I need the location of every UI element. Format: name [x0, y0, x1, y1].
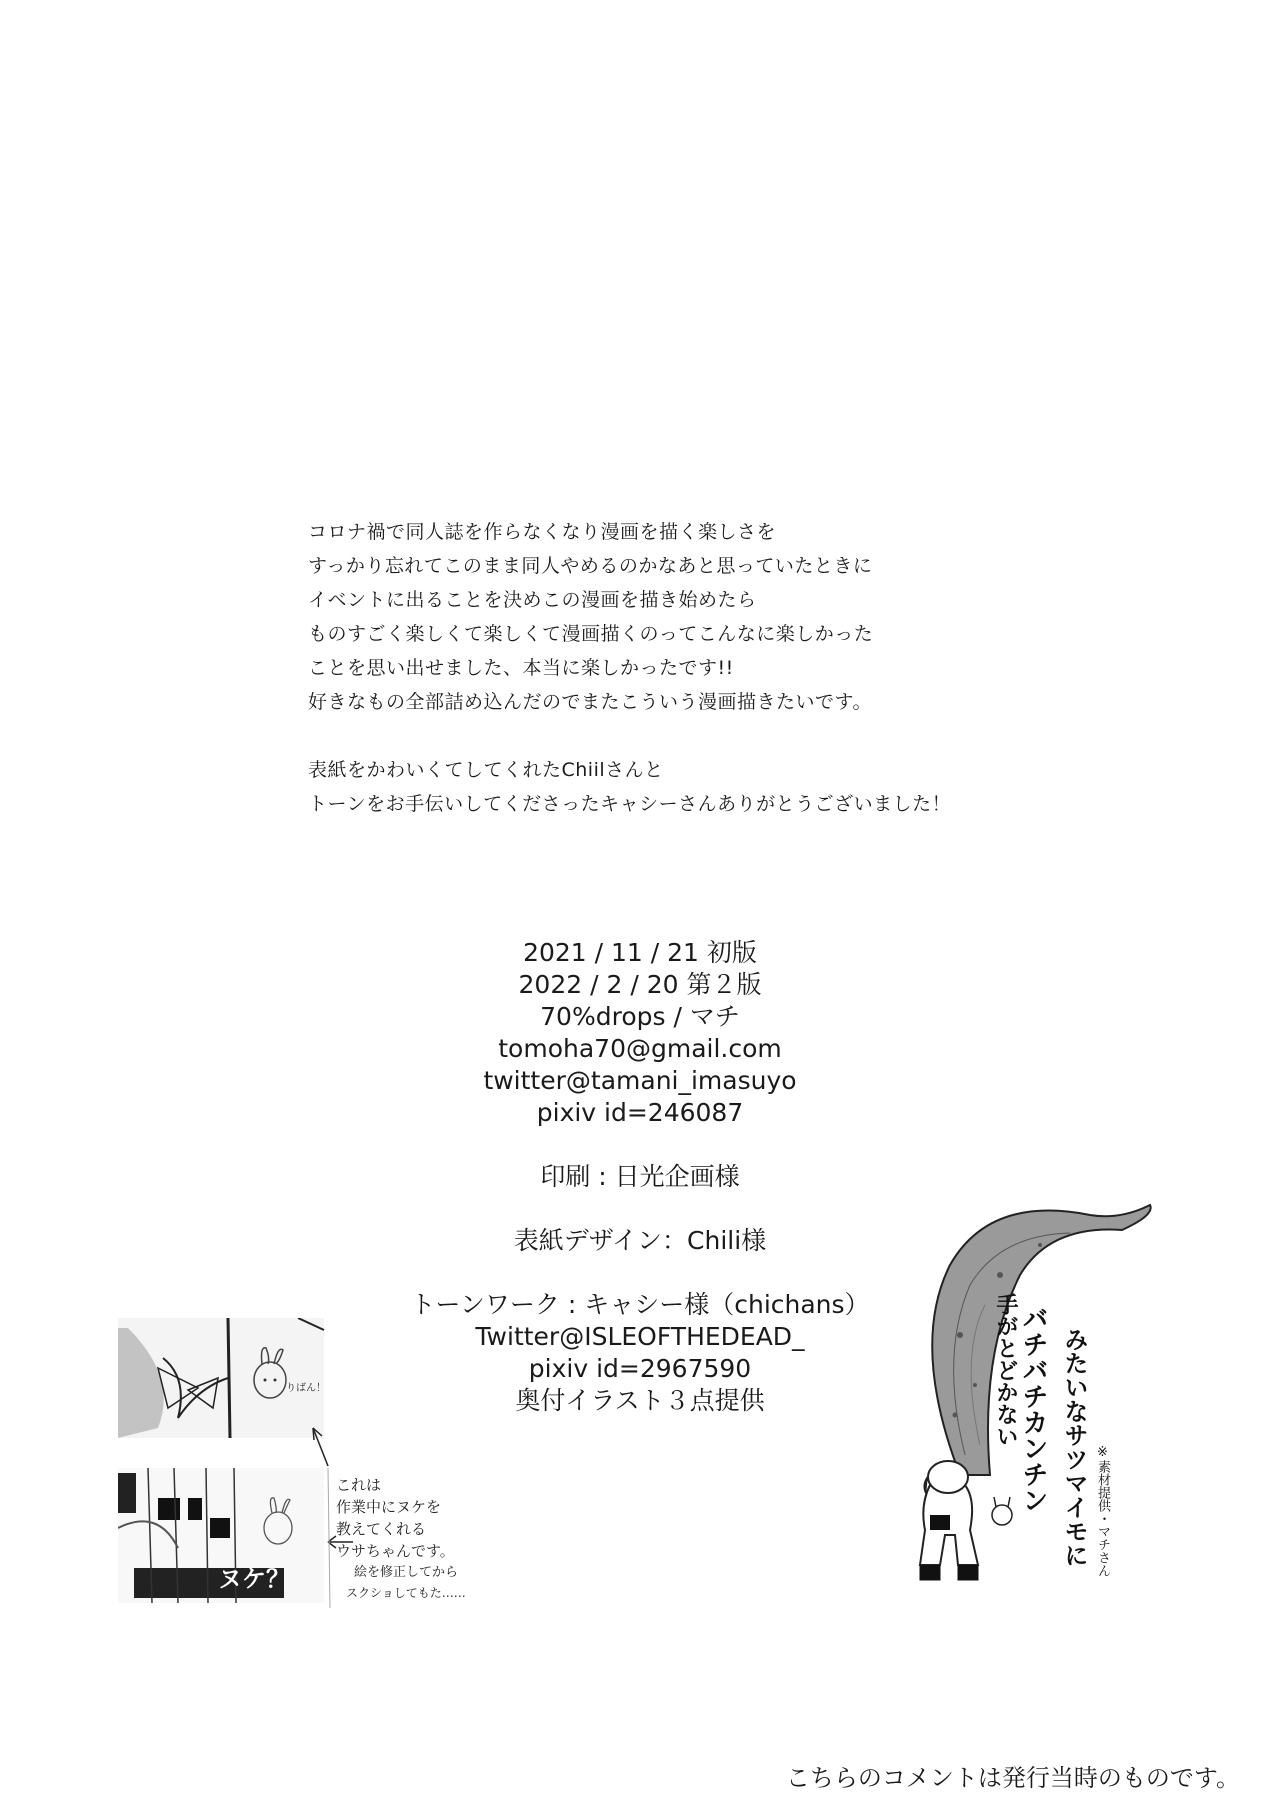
colophon-spacer	[0, 1129, 1280, 1161]
sweet-potato-illustration	[890, 1185, 1190, 1605]
cover-design-credit: 表紙デザイン：Chili様	[513, 1226, 767, 1255]
afterword-line: ものすごく楽しくて楽しくて漫画描くのってこんなに楽しかった	[308, 623, 874, 645]
note-line: これは	[336, 1476, 382, 1494]
publication-comment-note: こちらのコメントは発行当時のものです。	[785, 1764, 1240, 1792]
afterword-line: イベントに出ることを決めこの漫画を描き始めたら	[308, 589, 757, 611]
second-edition-date: 2022 / 2 / 20 第２版	[518, 970, 762, 999]
author-twitter: twitter@tamani_imasuyo	[483, 1066, 797, 1095]
author-pixiv: pixiv id=246087	[536, 1098, 744, 1127]
afterword-thanks-line: トーンをお手伝いしてくださったキャシーさんありがとうございました！	[308, 793, 952, 815]
vertical-caption-2: みたいなサツマイモに	[1060, 1327, 1088, 1567]
afterword-line: すっかり忘れてこのまま同人やめるのかなあと思っていたときに	[308, 555, 873, 577]
note-line: スクショしてもた……	[346, 1586, 466, 1600]
circle-author: 70%drops / マチ	[540, 1002, 740, 1031]
vertical-caption-3: 手がとどかない	[993, 1293, 1018, 1447]
note-line: 作業中にヌケを	[336, 1498, 442, 1516]
afterword-line: 好きなもの全部詰め込んだのでまたこういう漫画描きたいです。	[308, 691, 872, 713]
vertical-credit: ※素材提供・マチさん	[1095, 1445, 1110, 1577]
speech-small: りばん！	[286, 1383, 326, 1394]
printer-credit: 印刷 : 日光企画様	[540, 1162, 740, 1191]
note-line: 教えてくれる	[336, 1520, 427, 1538]
left-screenshot-illustration	[118, 1318, 466, 1608]
afterword-block	[308, 515, 1028, 821]
vertical-caption-1: バチバチカンチン	[1018, 1305, 1048, 1513]
afterword-line: ことを思い出せました、本当に楽しかったです!!	[308, 657, 734, 679]
note-line: 絵を修正してから	[354, 1565, 459, 1580]
tonework-credit: トーンワーク : キャシー様（chichans）	[410, 1290, 870, 1319]
afterword-thanks-line: 表紙をかわいくてしてくれたChiilさんと	[308, 759, 664, 781]
tonework-twitter: Twitter@ISLEOFTHEDEAD_	[475, 1322, 805, 1351]
author-email: tomoha70@gmail.com	[498, 1034, 782, 1063]
tonework-pixiv: pixiv id=2967590	[528, 1354, 752, 1383]
afterword-line: コロナ禍で同人誌を作らなくなり漫画を描く楽しさを	[308, 521, 777, 543]
afterword-spacer	[308, 719, 1028, 753]
panel-caption: ヌケ？	[218, 1565, 290, 1593]
illustration-provided-note: 奥付イラスト３点提供	[515, 1386, 765, 1415]
note-line: ウサちゃんです。	[336, 1542, 455, 1560]
first-edition-date: 2021 / 11 / 21 初版	[523, 938, 757, 967]
